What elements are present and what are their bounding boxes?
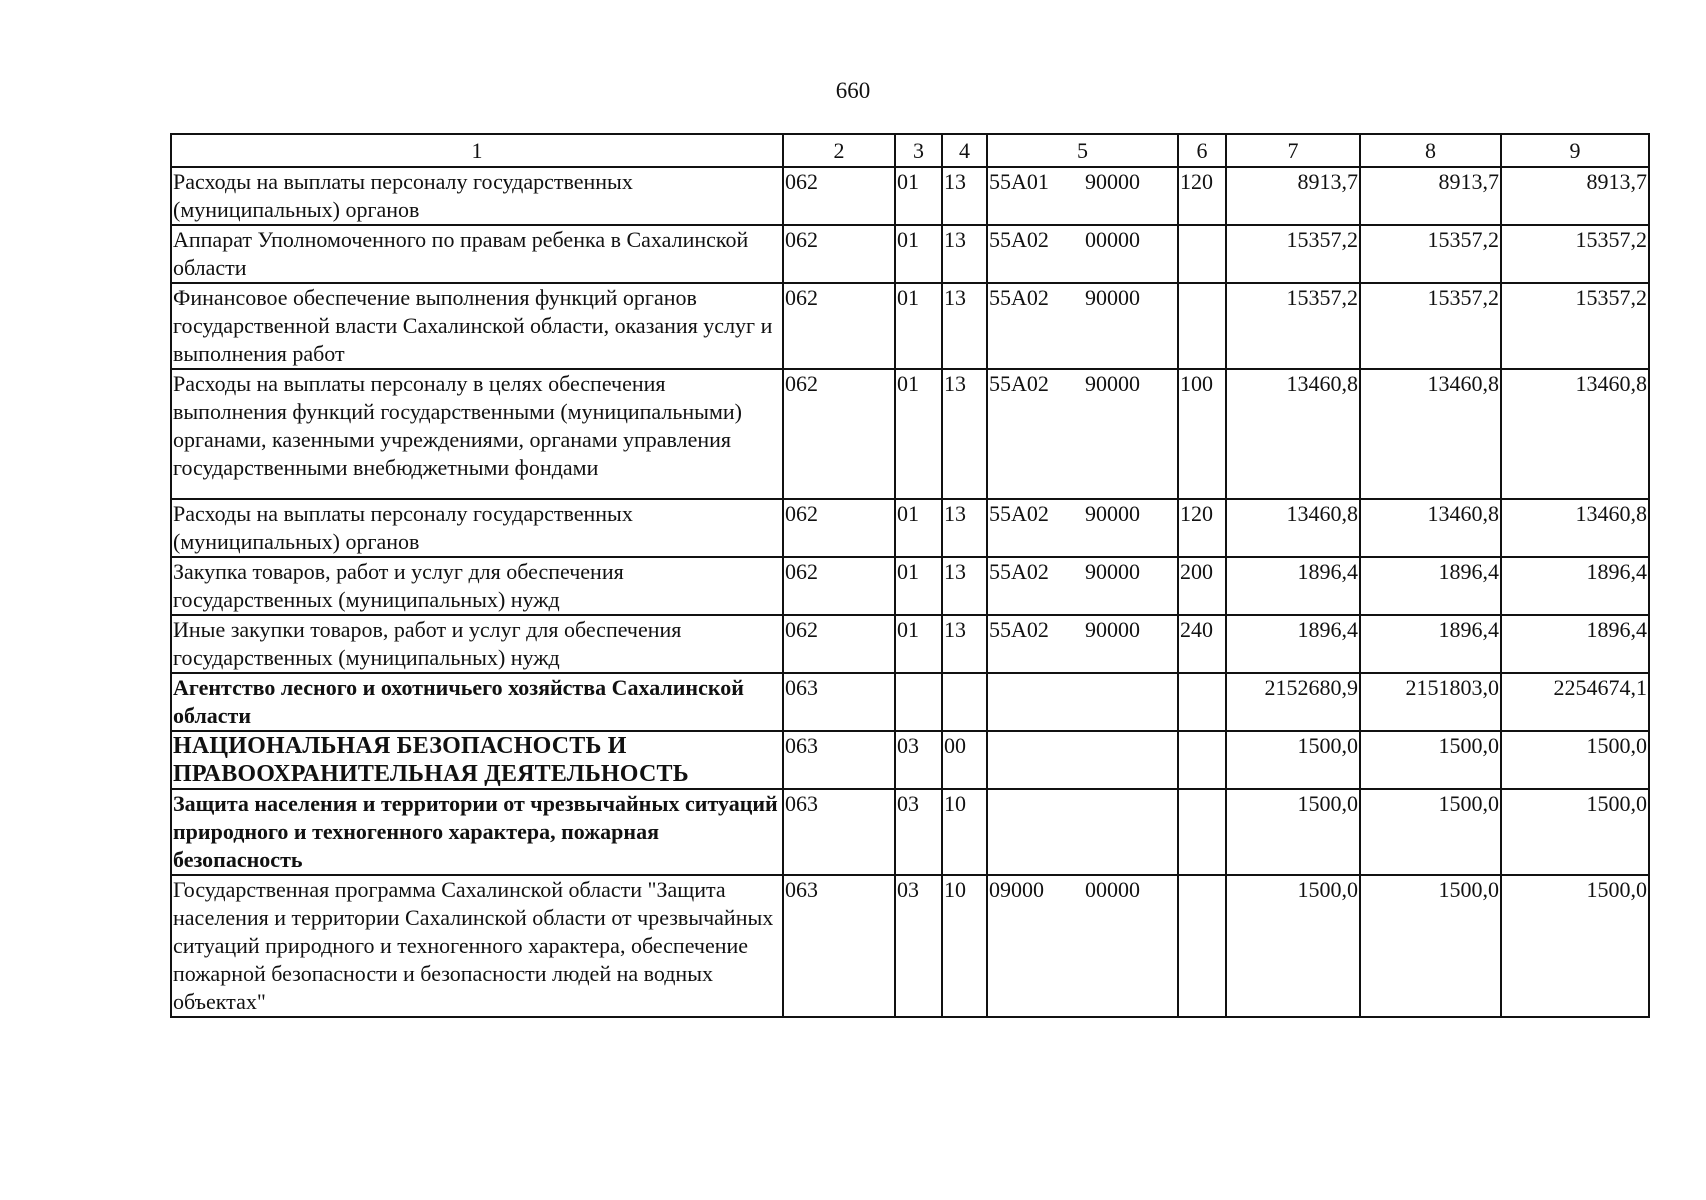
amount-col-9: 13460,8: [1501, 369, 1649, 499]
table-body: [171, 167, 1649, 1017]
expense-type-code: [1178, 283, 1226, 369]
ministry-code: 062: [783, 615, 895, 673]
header-cell: 6: [1178, 134, 1226, 167]
row-name: Иные закупки товаров, работ и услуг для обеспечения государственных (муниципальных) нужд: [171, 615, 783, 673]
amount-col-7: 2152680,9: [1226, 673, 1360, 731]
amount-col-7: 13460,8: [1226, 369, 1360, 499]
program-code: 55А02: [989, 559, 1049, 584]
table-row: [171, 225, 1649, 283]
expense-type-code: 100: [1178, 369, 1226, 499]
program-code: 55А02: [989, 285, 1049, 310]
direction-code: 90000: [1085, 169, 1140, 194]
amount-col-7: 1896,4: [1226, 557, 1360, 615]
row-name: Расходы на выплаты персоналу государственных (муниципальных) органов: [171, 167, 783, 225]
subsection-code: 13: [942, 615, 987, 673]
amount-col-8: 1500,0: [1360, 789, 1501, 875]
section-code: 03: [895, 731, 942, 789]
table-row: [171, 167, 1649, 225]
program-code: 55А02: [989, 501, 1049, 526]
program-code: 55А02: [989, 617, 1049, 642]
target-article-code: [987, 557, 1178, 615]
amount-col-7: 1896,4: [1226, 615, 1360, 673]
expense-type-code: [1178, 225, 1226, 283]
amount-col-9: 13460,8: [1501, 499, 1649, 557]
amount-col-7: 13460,8: [1226, 499, 1360, 557]
amount-col-7: 15357,2: [1226, 225, 1360, 283]
row-name: Расходы на выплаты персоналу в целях обеспечения выполнения функций государственными (муниципальными) органами, казенными учреждениями, органами управления государственными внебюджетными фондами: [171, 369, 783, 499]
header-cell: 1: [171, 134, 783, 167]
amount-col-9: 8913,7: [1501, 167, 1649, 225]
expense-type-code: [1178, 731, 1226, 789]
page-number: 660: [835, 78, 871, 103]
subsection-code: [942, 673, 987, 731]
amount-col-9: 1500,0: [1501, 789, 1649, 875]
row-name: Расходы на выплаты персоналу государственных (муниципальных) органов: [171, 499, 783, 557]
direction-code: 90000: [1085, 371, 1140, 396]
ministry-code: 063: [783, 731, 895, 789]
direction-code: 90000: [1085, 559, 1140, 584]
direction-code: 90000: [1085, 617, 1140, 642]
target-article-code: [987, 673, 1178, 731]
table-row: [171, 673, 1649, 731]
section-code: 01: [895, 369, 942, 499]
program-code: 55А01: [989, 169, 1049, 194]
expense-type-code: [1178, 789, 1226, 875]
section-code: 01: [895, 499, 942, 557]
header-cell: 4: [942, 134, 987, 167]
subsection-code: 10: [942, 875, 987, 1017]
header-cell: 9: [1501, 134, 1649, 167]
expense-type-code: 120: [1178, 499, 1226, 557]
amount-col-7: 15357,2: [1226, 283, 1360, 369]
subsection-code: 10: [942, 789, 987, 875]
amount-col-8: 2151803,0: [1360, 673, 1501, 731]
expense-type-code: 200: [1178, 557, 1226, 615]
ministry-code: 062: [783, 167, 895, 225]
target-article-code: [987, 225, 1178, 283]
section-code: 01: [895, 167, 942, 225]
ministry-code: 062: [783, 557, 895, 615]
row-name: НАЦИОНАЛЬНАЯ БЕЗОПАСНОСТЬ И ПРАВООХРАНИТЕЛЬНАЯ ДЕЯТЕЛЬНОСТЬ: [171, 731, 783, 789]
subsection-code: 13: [942, 283, 987, 369]
program-code: 55А02: [989, 371, 1049, 396]
amount-col-9: 1896,4: [1501, 615, 1649, 673]
row-name: Агентство лесного и охотничьего хозяйства Сахалинской области: [171, 673, 783, 731]
table-row: [171, 875, 1649, 1017]
amount-col-9: 15357,2: [1501, 283, 1649, 369]
section-code: 01: [895, 615, 942, 673]
header-row: [171, 134, 1649, 167]
budget-table: [170, 133, 1650, 1018]
program-code: 09000: [989, 877, 1044, 902]
amount-col-8: 1896,4: [1360, 557, 1501, 615]
row-name: Государственная программа Сахалинской области "Защита населения и территории Сахалинской области от чрезвычайных ситуаций природного и техногенного характера, обеспечение пожарной безопасности и безопасности людей на водных объектах": [171, 875, 783, 1017]
direction-code: 90000: [1085, 285, 1140, 310]
target-article-code: [987, 369, 1178, 499]
direction-code: 90000: [1085, 501, 1140, 526]
ministry-code: 062: [783, 283, 895, 369]
target-article-code: [987, 283, 1178, 369]
amount-col-7: 1500,0: [1226, 789, 1360, 875]
target-article-code: [987, 615, 1178, 673]
direction-code: 00000: [1085, 227, 1140, 252]
section-code: 03: [895, 875, 942, 1017]
amount-col-8: 13460,8: [1360, 499, 1501, 557]
table-row: [171, 369, 1649, 499]
ministry-code: 062: [783, 369, 895, 499]
table-row: [171, 615, 1649, 673]
header-cell: 5: [987, 134, 1178, 167]
target-article-code: [987, 789, 1178, 875]
header-cell: 8: [1360, 134, 1501, 167]
amount-col-8: 1500,0: [1360, 731, 1501, 789]
table-row: [171, 499, 1649, 557]
row-name: Защита населения и территории от чрезвычайных ситуаций природного и техногенного характера, пожарная безопасность: [171, 789, 783, 875]
section-code: 01: [895, 283, 942, 369]
amount-col-9: 1896,4: [1501, 557, 1649, 615]
header-cell: 7: [1226, 134, 1360, 167]
row-name: Аппарат Уполномоченного по правам ребенка в Сахалинской области: [171, 225, 783, 283]
header-cell: 2: [783, 134, 895, 167]
amount-col-8: 1500,0: [1360, 875, 1501, 1017]
amount-col-8: 1896,4: [1360, 615, 1501, 673]
target-article-code: [987, 167, 1178, 225]
ministry-code: 062: [783, 499, 895, 557]
table-row: [171, 557, 1649, 615]
table-row: [171, 789, 1649, 875]
section-code: 01: [895, 225, 942, 283]
target-article-code: [987, 499, 1178, 557]
expense-type-code: [1178, 875, 1226, 1017]
amount-col-8: 8913,7: [1360, 167, 1501, 225]
target-article-code: [987, 731, 1178, 789]
ministry-code: 063: [783, 789, 895, 875]
section-code: 03: [895, 789, 942, 875]
expense-type-code: [1178, 673, 1226, 731]
amount-col-9: 15357,2: [1501, 225, 1649, 283]
program-code: 55А02: [989, 227, 1049, 252]
amount-col-8: 13460,8: [1360, 369, 1501, 499]
section-code: 01: [895, 557, 942, 615]
row-name: Финансовое обеспечение выполнения функций органов государственной власти Сахалинской области, оказания услуг и выполнения работ: [171, 283, 783, 369]
direction-code: 00000: [1085, 877, 1140, 902]
expense-type-code: 120: [1178, 167, 1226, 225]
subsection-code: 13: [942, 499, 987, 557]
table-row: [171, 283, 1649, 369]
ministry-code: 063: [783, 673, 895, 731]
row-name: Закупка товаров, работ и услуг для обеспечения государственных (муниципальных) нужд: [171, 557, 783, 615]
section-code: [895, 673, 942, 731]
subsection-code: 13: [942, 167, 987, 225]
amount-col-7: 1500,0: [1226, 875, 1360, 1017]
header-cell: 3: [895, 134, 942, 167]
amount-col-7: 8913,7: [1226, 167, 1360, 225]
target-article-code: [987, 875, 1178, 1017]
subsection-code: 13: [942, 369, 987, 499]
amount-col-8: 15357,2: [1360, 283, 1501, 369]
ministry-code: 063: [783, 875, 895, 1017]
amount-col-9: 2254674,1: [1501, 673, 1649, 731]
ministry-code: 062: [783, 225, 895, 283]
subsection-code: 13: [942, 557, 987, 615]
amount-col-8: 15357,2: [1360, 225, 1501, 283]
amount-col-9: 1500,0: [1501, 875, 1649, 1017]
expense-type-code: 240: [1178, 615, 1226, 673]
amount-col-9: 1500,0: [1501, 731, 1649, 789]
table-row: [171, 731, 1649, 789]
subsection-code: 00: [942, 731, 987, 789]
subsection-code: 13: [942, 225, 987, 283]
amount-col-7: 1500,0: [1226, 731, 1360, 789]
